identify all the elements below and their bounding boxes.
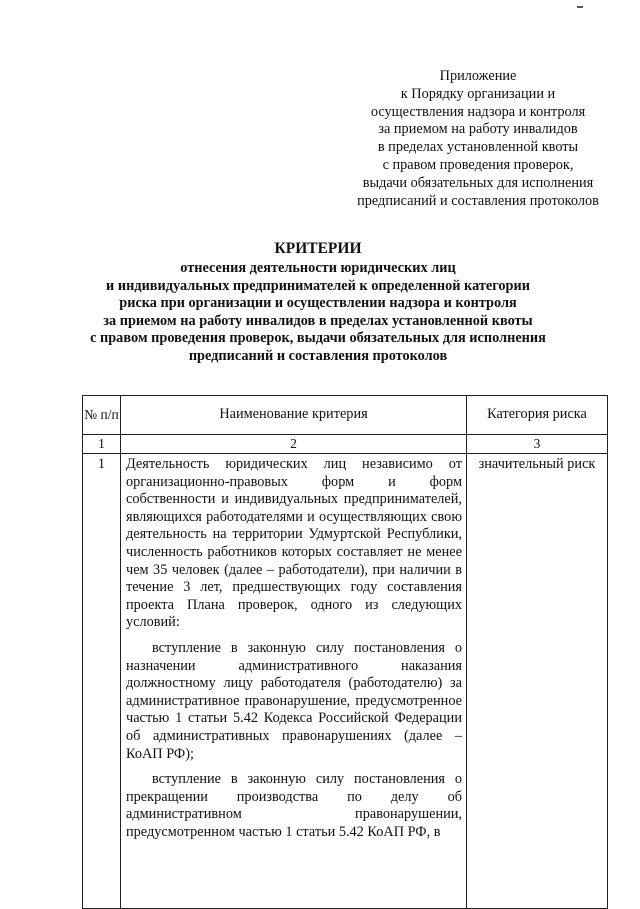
title-line: предписаний и составления протоколов [188,347,448,364]
appendix-line: к Порядку организации и [400,85,556,102]
criterion-paragraph: Деятельность юридических лиц независимо от организационно-правовых форм и форм собственности и индивидуальных предпринимателей, являющихся работодателями и осуществляющих свою деятельность на территории Удмуртской Республики, численность работников которых составляет не менее чем 35 человек (далее – работодатели), при наличии в течение 3 лет, предшествующих году составления проекта Плана проверок, одного из следующих условий: [126,456,462,631]
criteria-table [82,395,608,909]
appendix-line: предписаний и составления протоколов [357,192,599,209]
appendix-line: осуществления надзора и контроля [370,103,586,120]
appendix-line: в пределах установленной квоты [377,139,579,156]
header-risk-category: Категория риска [467,396,608,435]
table-header-row [83,396,608,435]
scan-mark [577,6,583,8]
appendix-line: выдачи обязательных для исполнения [362,174,594,191]
criterion-paragraph: вступление в законную силу постановления о назначении административного наказания должностному лицу работодателя (работодателю) за административное правонарушение, предусмотренное частью 1 статьи 5.42 Кодекса Российской Федерации об административных правонарушениях (далее – КоАП РФ); [126,639,462,762]
title-line: отнесения деятельности юридических лиц [180,260,456,276]
index-cell: 3 [467,435,608,454]
title-line: риска при организации и осуществлении надзора и контроля [119,295,517,312]
title-line: за приемом на работу инвалидов в пределах установленной квоты [103,312,533,329]
title-line: и индивидуальных предпринимателей к определенной категории [106,277,530,294]
appendix-line: с правом проведения проверок, [382,156,574,173]
criterion-paragraph: вступление в законную силу постановления о прекращении производства по делу об административном правонарушении, предусмотренном частью 1 статьи 5.42 КоАП РФ, в [126,771,462,840]
row-number: 1 [83,454,121,909]
table-index-row [83,435,608,454]
title-line: с правом проведения проверок, выдачи обязательных для исполнения [90,330,546,347]
header-number: № п/п [83,396,121,435]
appendix-block [330,68,626,210]
table-row [83,454,608,909]
criterion-text [121,454,467,909]
header-criterion: Наименование критерия [121,396,467,435]
risk-category: значительный риск [467,454,608,909]
document-title [40,238,596,366]
appendix-line: Приложение [439,68,517,84]
index-cell: 1 [83,435,121,454]
index-cell: 2 [121,435,467,454]
title-main: КРИТЕРИИ [274,240,362,257]
appendix-line: за приемом на работу инвалидов [378,121,578,138]
